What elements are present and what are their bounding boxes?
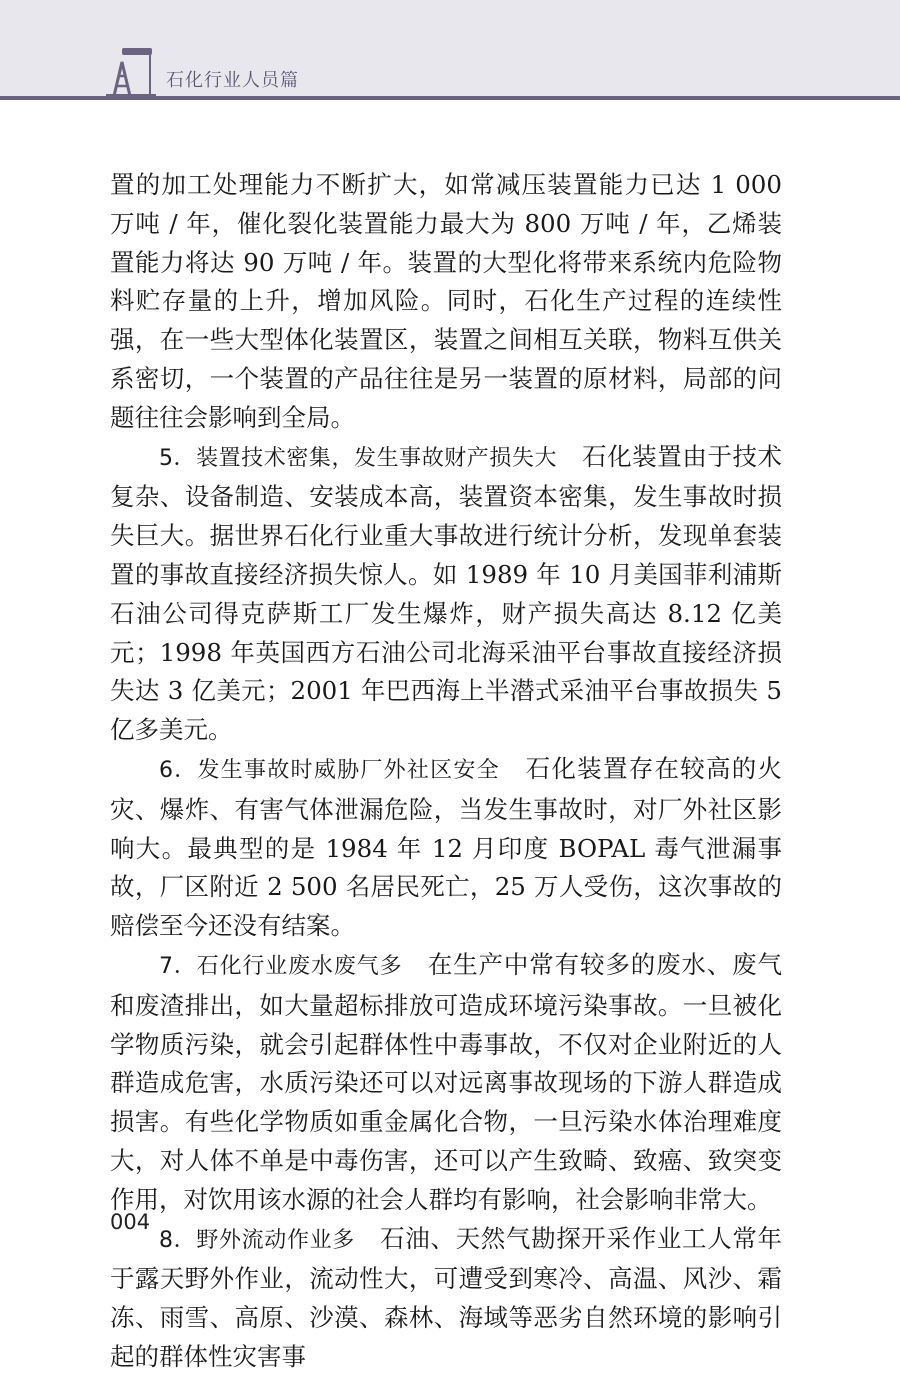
paragraph-item-8	[110, 1220, 782, 1377]
paragraph-text: 置的加工处理能力不断扩大，如常减压装置能力已达 1 000 万吨 / 年，催化裂化装置能力最大为 800 万吨 / 年，乙烯装置能力将达 90 万吨 / 年。装置的大型化将带来系统内危险物料贮存量的上升，增加风险。同时，石化生产过程的连续性强，在一些大型体化装置区，装置之间相互关联，物料互供关系密切，一个装置的产品往往是另一装置的原材料，局部的问题往往会影响到全局。	[110, 170, 782, 432]
heading-gap	[557, 442, 582, 471]
paragraph-continuation	[110, 166, 782, 438]
paragraph-text: 石油、天然气勘探开采作业工人常年于露天野外作业，流动性大，可遭受到寒冷、高温、风沙、霜冻、雨雪、高原、沙漠、森林、海域等恶劣自然环境的影响引起的群体性灾害事	[110, 1223, 783, 1371]
heading-gap	[355, 1224, 380, 1253]
paragraph-item-7	[110, 946, 782, 1220]
heading-gap	[402, 950, 427, 979]
header-title: 石化行业人员篇	[166, 70, 299, 91]
paragraph-text: 石化装置由于技术复杂、设备制造、安装成本高，装置资本密集，发生事故时损失巨大。据世界石化行业重大事故进行统计分析，发现单套装置的事故直接经济损失惊人。如 1989 年 10 月美国菲利浦斯石油公司得克萨斯工厂发生爆炸，财产损失高达 8.12 亿美元；1998 年英国西方石油公司北海采油平台事故直接经济损失达 3 亿美元；2001 年巴西海上半潜式采油平台事故损失 5 亿多美元。	[110, 441, 783, 745]
section-heading: 5．装置技术密集，发生事故财产损失大	[159, 445, 558, 471]
section-heading: 8．野外流动作业多	[159, 1227, 355, 1253]
section-heading: 6．发生事故时威胁厂外社区安全	[159, 757, 500, 783]
oil-pump-jack-icon	[104, 44, 156, 98]
heading-gap	[500, 754, 525, 783]
paragraph-item-5	[110, 438, 782, 750]
body-text	[110, 166, 782, 1377]
section-heading: 7．石化行业废水废气多	[159, 953, 403, 979]
page-number: 004	[110, 1210, 151, 1234]
paragraph-text: 石化装置存在较高的火灾、爆炸、有害气体泄漏危险，当发生事故时，对厂外社区影响大。最典型的是 1984 年 12 月印度 BOPAL 毒气泄漏事故，厂区附近 2 500 名居民死亡，25 万人受伤，这次事故的赔偿至今还没有结案。	[110, 753, 783, 941]
paragraph-item-6	[110, 750, 782, 946]
paragraph-text: 在生产中常有较多的废水、废气和废渣排出，如大量超标排放可造成环境污染事故。一旦被化学物质污染，就会引起群体性中毒事故，不仅对企业附近的人群造成危害，水质污染还可以对远离事故现场的下游人群造成损害。有些化学物质如重金属化合物，一旦污染水体治理难度大，对人体不单是中毒伤害，还可以产生致畸、致癌、致突变作用，对饮用该水源的社会人群均有影响，社会影响非常大。	[110, 949, 783, 1214]
